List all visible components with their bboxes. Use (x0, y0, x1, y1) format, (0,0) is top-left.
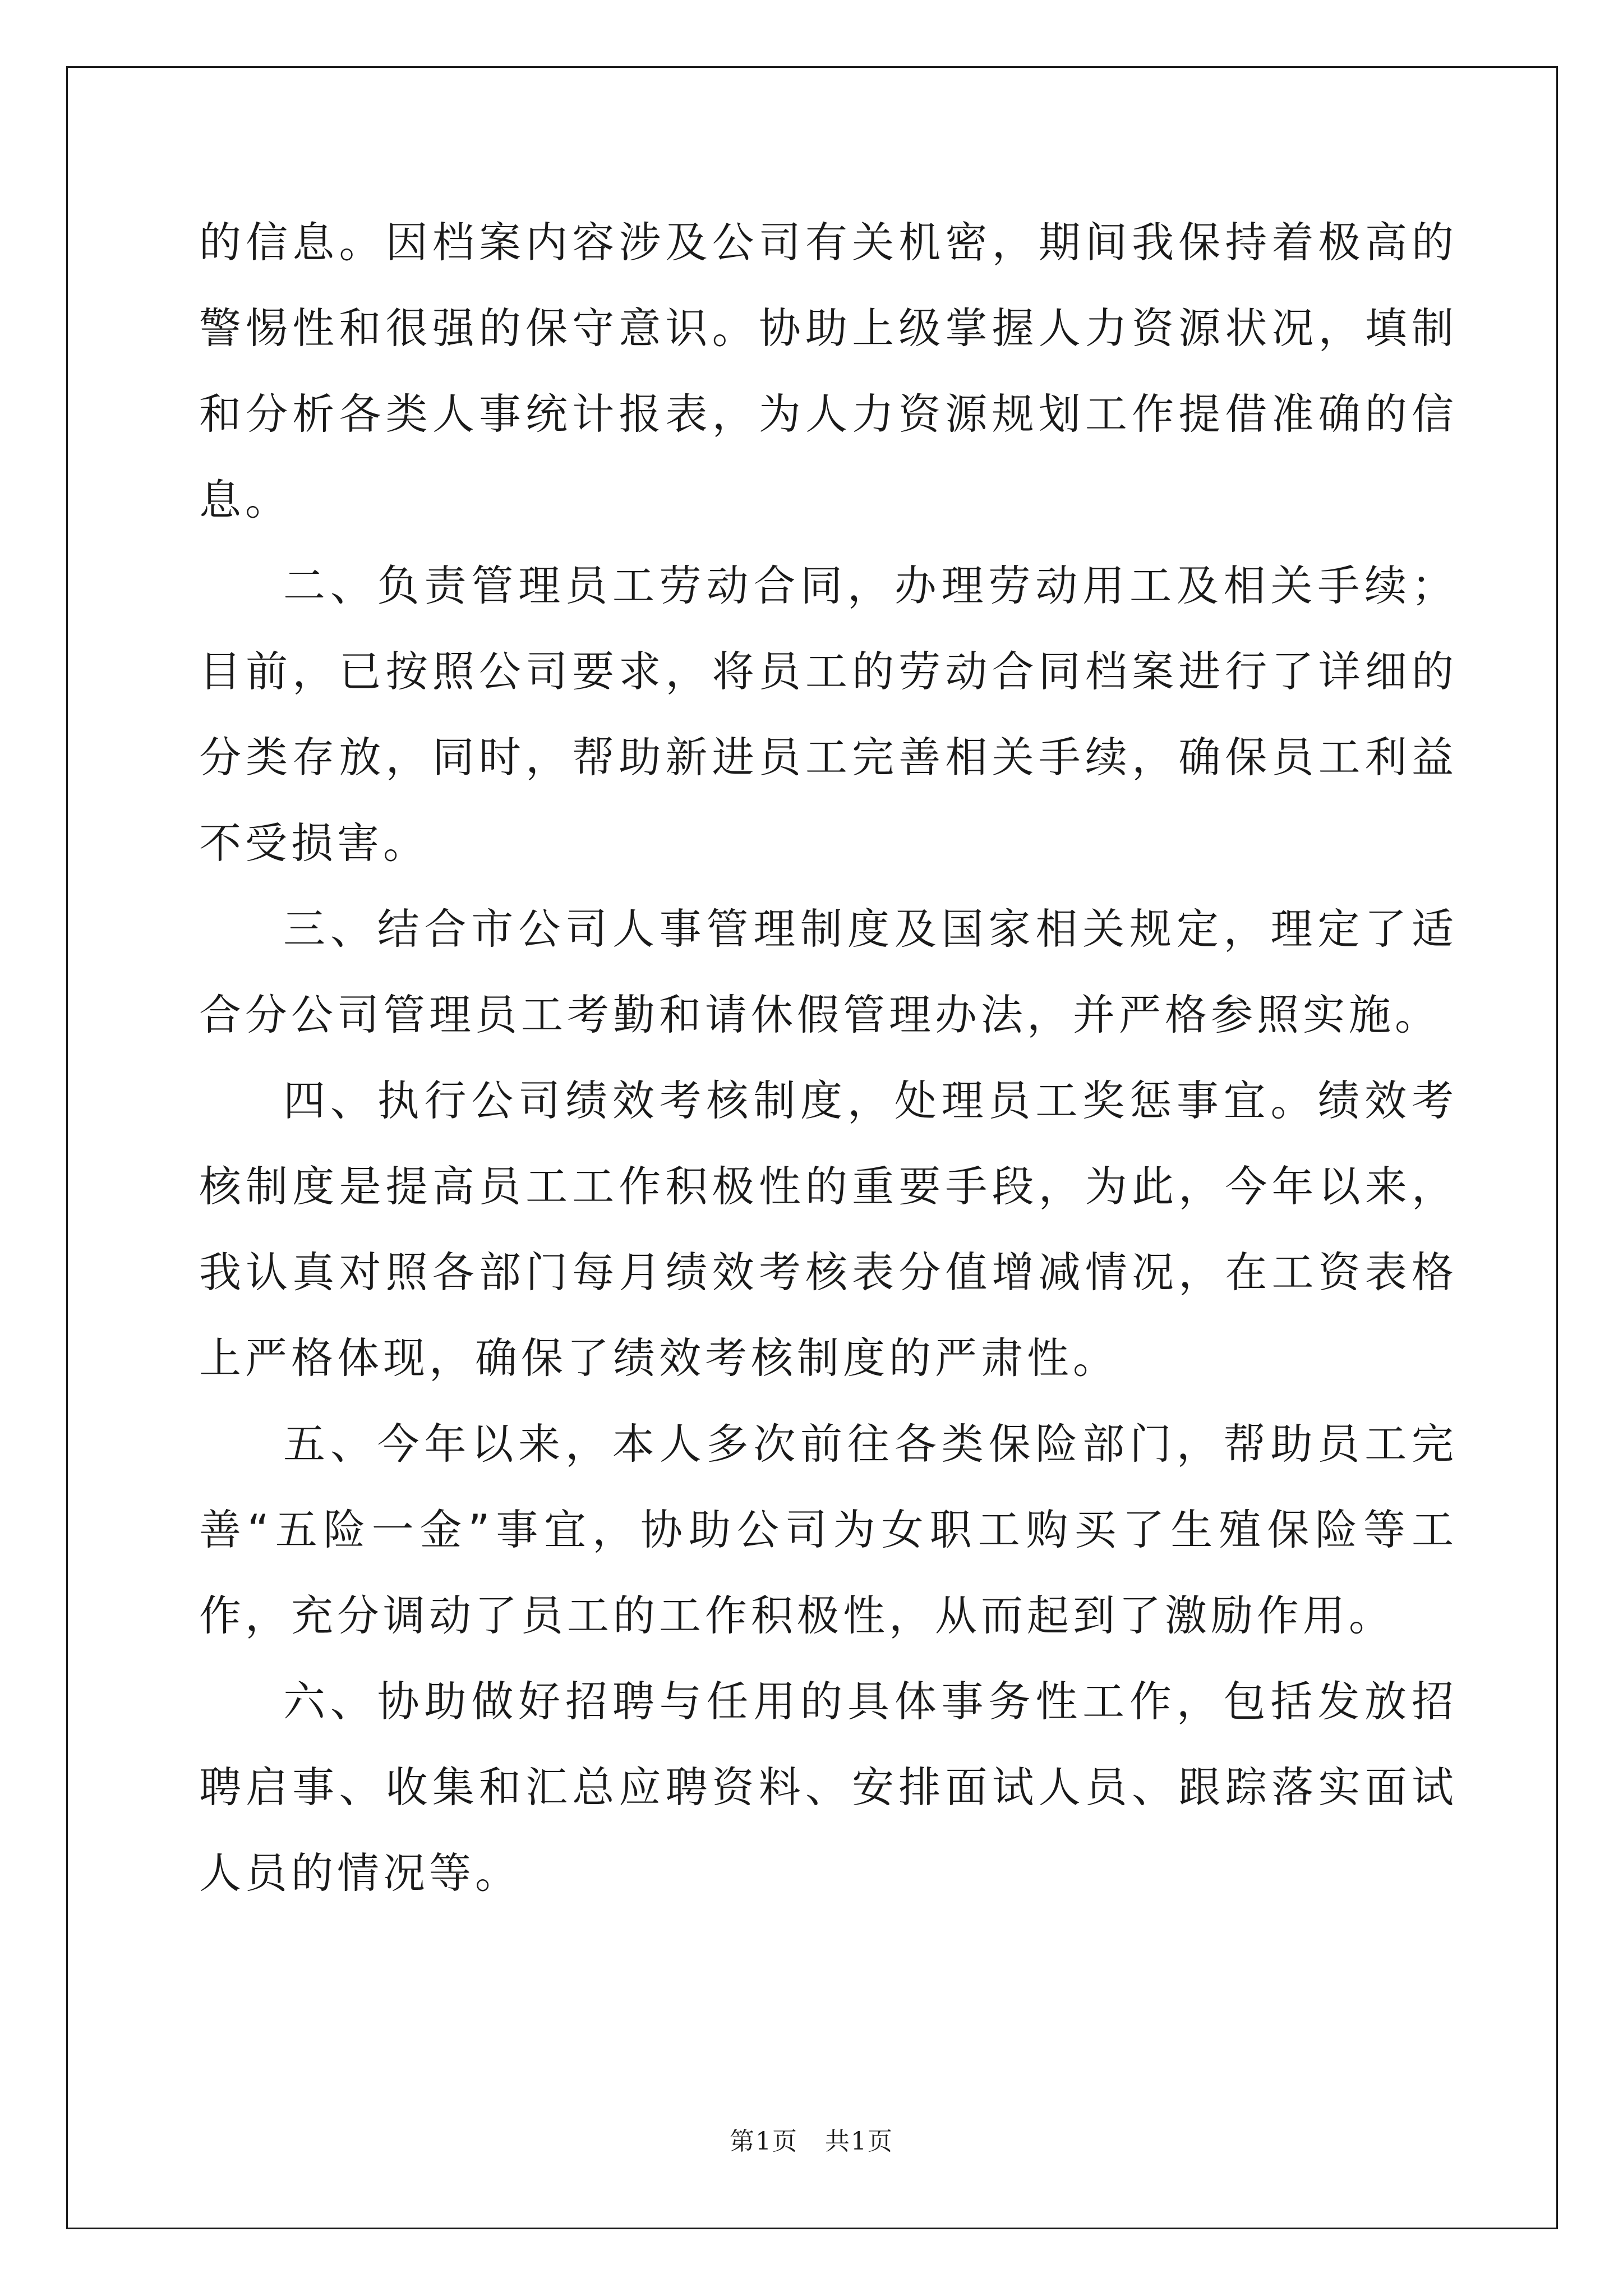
paragraph-2: 二、负责管理员工劳动合同，办理劳动用工及相关手续；目前，已按照公司要求，将员工的劳动合同档案进行了详细的分类存放，同时，帮助新进员工完善相关手续，确保员工利益不受损害。 (199, 561, 1458, 868)
paragraph-5: 五、今年以来，本人多次前往各类保险部门，帮助员工完善“五险一金”事宜，协助公司为女职工购买了生殖保险等工作，充分调动了员工的工作积极性，从而起到了激励作用。 (199, 1419, 1458, 1640)
document-body (199, 200, 1458, 1916)
paragraph-4: 四、执行公司绩效考核制度，处理员工奖惩事宜。绩效考核制度是提高员工工作积极性的重要手段，为此，今年以来，我认真对照各部门每月绩效考核表分值增减情况，在工资表格上严格体现，确保了绩效考核制度的严肃性。 (199, 1076, 1458, 1383)
page-number-footer: 第1页 共1页 (730, 2127, 893, 2156)
paragraph-6: 六、协助做好招聘与任用的具体事务性工作，包括发放招聘启事、收集和汇总应聘资料、安排面试人员、跟踪落实面试人员的情况等。 (199, 1677, 1458, 1898)
paragraph-3: 三、结合市公司人事管理制度及国家相关规定，理定了适合分公司管理员工考勤和请休假管理办法，并严格参照实施。 (199, 904, 1458, 1039)
paragraph-1: 的信息。因档案内容涉及公司有关机密，期间我保持着极高的警惕性和很强的保守意识。协助上级掌握人力资源状况，填制和分析各类人事统计报表，为人力资源规划工作提借准确的信息。 (199, 218, 1458, 524)
